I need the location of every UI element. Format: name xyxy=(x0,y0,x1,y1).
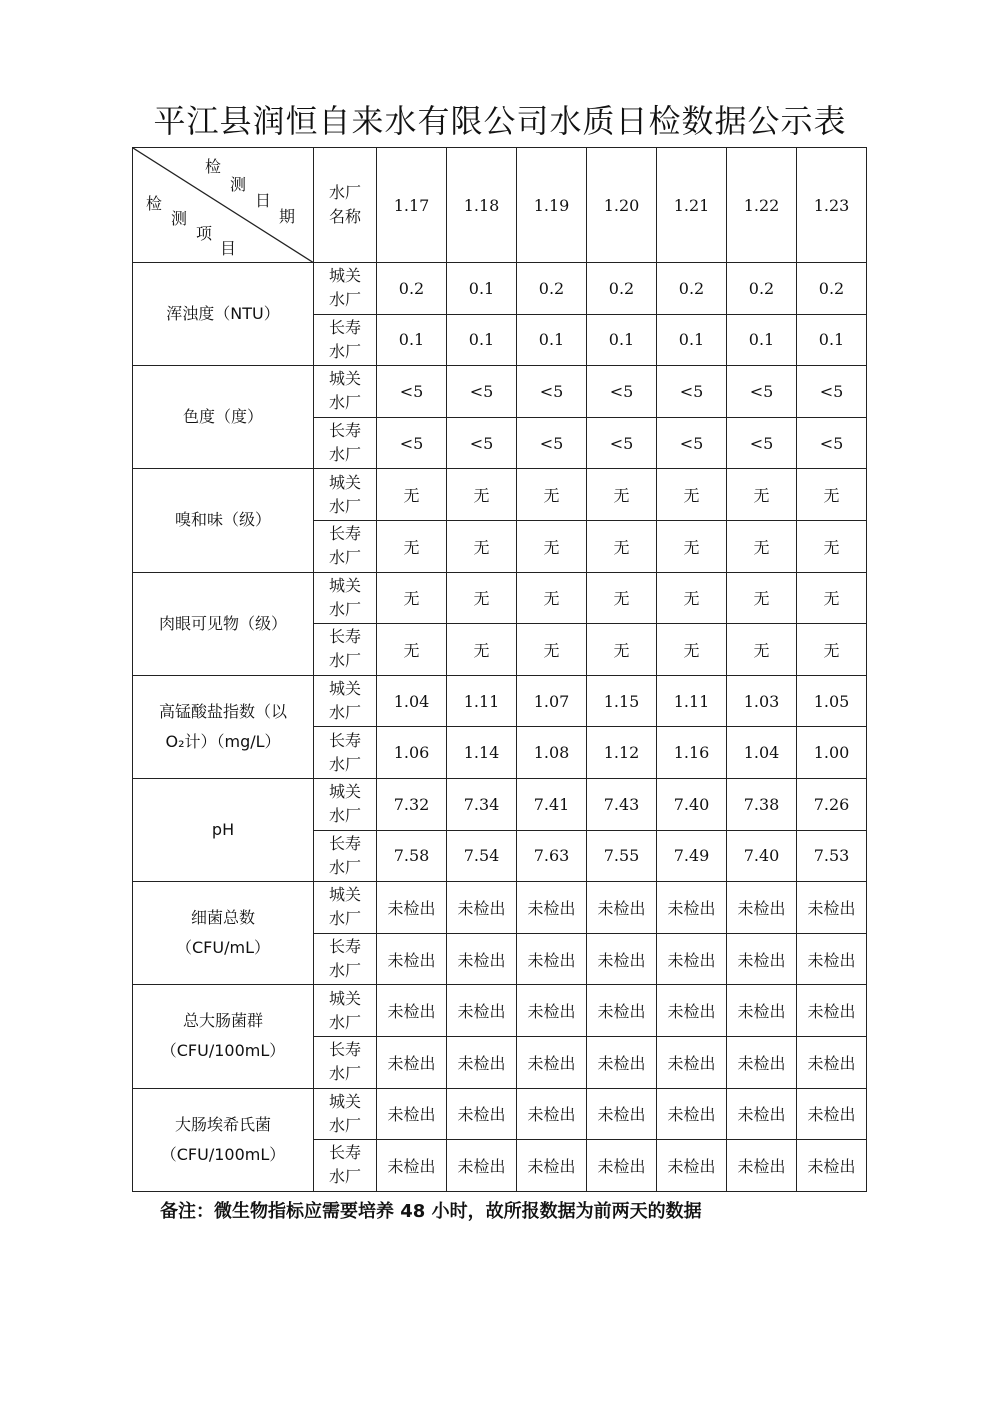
plant-name-cell xyxy=(314,882,377,934)
value-cell: 无 xyxy=(447,624,517,676)
value-cell: 未检出 xyxy=(797,1140,867,1192)
value-cell: <5 xyxy=(797,366,867,418)
value-cell: <5 xyxy=(727,417,797,469)
value-cell: 无 xyxy=(587,520,657,572)
value-cell: 无 xyxy=(727,572,797,624)
value-cell: 未检出 xyxy=(377,1036,447,1088)
value-cell: <5 xyxy=(377,417,447,469)
plant-name-cell xyxy=(314,520,377,572)
value-cell: 0.1 xyxy=(377,314,447,366)
value-cell: 未检出 xyxy=(797,933,867,985)
value-cell: 7.40 xyxy=(657,778,727,830)
test-item-label: O₂计）（mg/L） xyxy=(165,731,281,751)
value-cell: 未检出 xyxy=(447,1036,517,1088)
plant-name-line: 城关 xyxy=(328,369,361,389)
value-cell: 无 xyxy=(797,624,867,676)
diag-bottom-char: 项 xyxy=(196,224,213,243)
value-cell: 1.11 xyxy=(657,675,727,727)
value-cell: 1.12 xyxy=(587,727,657,779)
value-cell: 未检出 xyxy=(587,1088,657,1140)
plant-name-cell xyxy=(314,469,377,521)
test-item-cell xyxy=(133,366,314,469)
value-cell: 未检出 xyxy=(657,1088,727,1140)
plant-name-line: 长寿 xyxy=(328,730,361,750)
value-cell: <5 xyxy=(447,417,517,469)
diag-top-char: 检 xyxy=(205,157,222,176)
value-cell: 无 xyxy=(517,469,587,521)
plant-name-line: 长寿 xyxy=(328,524,361,544)
plant-name-line: 水厂 xyxy=(328,548,361,568)
value-cell: 1.07 xyxy=(517,675,587,727)
value-cell: 未检出 xyxy=(727,1088,797,1140)
value-cell: 未检出 xyxy=(587,1140,657,1192)
plant-name-cell xyxy=(314,985,377,1037)
value-cell: 未检出 xyxy=(657,985,727,1037)
table-row xyxy=(133,263,867,315)
plant-name-cell xyxy=(314,314,377,366)
value-cell: 7.53 xyxy=(797,830,867,882)
value-cell: 0.2 xyxy=(797,263,867,315)
plant-name-cell xyxy=(314,366,377,418)
plant-header-line: 名称 xyxy=(328,207,361,226)
value-cell: 无 xyxy=(517,572,587,624)
date-header: 1.20 xyxy=(587,148,657,263)
plant-name-cell xyxy=(314,1140,377,1192)
value-cell: 0.2 xyxy=(517,263,587,315)
date-header: 1.18 xyxy=(447,148,517,263)
value-cell: 无 xyxy=(727,624,797,676)
plant-name-line: 水厂 xyxy=(328,1115,361,1135)
value-cell: <5 xyxy=(587,366,657,418)
plant-name-line: 水厂 xyxy=(328,1167,361,1187)
value-cell: 未检出 xyxy=(657,933,727,985)
value-cell: 无 xyxy=(587,572,657,624)
value-cell: 无 xyxy=(657,624,727,676)
header-row xyxy=(133,148,867,263)
diag-top-char: 测 xyxy=(230,175,247,194)
plant-name-line: 城关 xyxy=(328,782,361,802)
value-cell: 无 xyxy=(377,624,447,676)
value-cell: 未检出 xyxy=(517,1140,587,1192)
value-cell: 0.2 xyxy=(657,263,727,315)
value-cell: 未检出 xyxy=(657,1140,727,1192)
value-cell: 无 xyxy=(517,624,587,676)
plant-name-line: 水厂 xyxy=(328,599,361,619)
water-quality-table xyxy=(132,147,867,1192)
test-item-cell xyxy=(133,675,314,778)
value-cell: 1.15 xyxy=(587,675,657,727)
test-item-label: （CFU/100mL） xyxy=(160,1144,286,1164)
test-item-cell xyxy=(133,572,314,675)
plant-name-line: 城关 xyxy=(328,885,361,905)
value-cell: 0.1 xyxy=(797,314,867,366)
table-row xyxy=(133,1088,867,1140)
value-cell: 0.1 xyxy=(447,263,517,315)
value-cell: 0.1 xyxy=(587,314,657,366)
value-cell: 1.04 xyxy=(727,727,797,779)
diag-top-char: 期 xyxy=(279,207,296,226)
value-cell: 未检出 xyxy=(447,882,517,934)
value-cell: 未检出 xyxy=(657,882,727,934)
plant-name-cell xyxy=(314,263,377,315)
plant-name-line: 水厂 xyxy=(328,754,361,774)
test-item-cell xyxy=(133,469,314,572)
footnote: 备注：微生物指标应需要培养 48 小时，故所报数据为前两天的数据 xyxy=(160,1201,702,1222)
plant-name-line: 水厂 xyxy=(328,857,361,877)
value-cell: 1.05 xyxy=(797,675,867,727)
value-cell: 0.1 xyxy=(517,314,587,366)
plant-name-line: 城关 xyxy=(328,988,361,1008)
test-item-label: pH xyxy=(211,820,235,840)
table-row xyxy=(133,778,867,830)
table-row xyxy=(133,675,867,727)
test-item-label: 色度（度） xyxy=(182,407,263,427)
value-cell: <5 xyxy=(797,417,867,469)
table-row xyxy=(133,366,867,418)
value-cell: 1.08 xyxy=(517,727,587,779)
value-cell: 未检出 xyxy=(447,1088,517,1140)
plant-name-cell xyxy=(314,675,377,727)
value-cell: 未检出 xyxy=(797,1036,867,1088)
value-cell: 未检出 xyxy=(377,1088,447,1140)
date-header: 1.17 xyxy=(377,148,447,263)
value-cell: 无 xyxy=(797,469,867,521)
value-cell: 7.55 xyxy=(587,830,657,882)
value-cell: 未检出 xyxy=(587,882,657,934)
value-cell: 未检出 xyxy=(727,985,797,1037)
plant-name-cell xyxy=(314,727,377,779)
test-item-label: 浑浊度（NTU） xyxy=(166,304,280,324)
plant-name-line: 长寿 xyxy=(328,627,361,647)
value-cell: 无 xyxy=(797,572,867,624)
value-cell: 无 xyxy=(587,469,657,521)
value-cell: 未检出 xyxy=(447,1140,517,1192)
value-cell: 未检出 xyxy=(517,985,587,1037)
value-cell: 0.1 xyxy=(447,314,517,366)
plant-name-line: 长寿 xyxy=(328,421,361,441)
value-cell: 1.00 xyxy=(797,727,867,779)
plant-name-line: 水厂 xyxy=(328,651,361,671)
value-cell: 7.38 xyxy=(727,778,797,830)
value-cell: 7.32 xyxy=(377,778,447,830)
value-cell: 0.1 xyxy=(657,314,727,366)
diag-bottom-char: 检 xyxy=(146,194,163,213)
value-cell: 1.11 xyxy=(447,675,517,727)
document-title: 平江县润恒自来水有限公司水质日检数据公示表 xyxy=(153,102,847,140)
plant-name-line: 城关 xyxy=(328,679,361,699)
date-header: 1.21 xyxy=(657,148,727,263)
table-row xyxy=(133,572,867,624)
plant-name-line: 水厂 xyxy=(328,393,361,413)
value-cell: 7.43 xyxy=(587,778,657,830)
plant-name-line: 长寿 xyxy=(328,1040,361,1060)
value-cell: 1.16 xyxy=(657,727,727,779)
value-cell: 7.41 xyxy=(517,778,587,830)
value-cell: 未检出 xyxy=(727,1036,797,1088)
value-cell: 7.40 xyxy=(727,830,797,882)
value-cell: 7.63 xyxy=(517,830,587,882)
value-cell: 无 xyxy=(517,520,587,572)
value-cell: 无 xyxy=(377,520,447,572)
value-cell: <5 xyxy=(377,366,447,418)
plant-name-line: 城关 xyxy=(328,1091,361,1111)
value-cell: 未检出 xyxy=(727,933,797,985)
test-item-label: 细菌总数 xyxy=(190,908,255,928)
value-cell: 无 xyxy=(377,469,447,521)
value-cell: <5 xyxy=(657,366,727,418)
diag-bottom-char: 测 xyxy=(171,209,188,228)
value-cell: <5 xyxy=(587,417,657,469)
diag-top-char: 日 xyxy=(255,191,272,210)
diagonal-header-cell xyxy=(133,148,314,263)
value-cell: 未检出 xyxy=(517,1088,587,1140)
value-cell: 未检出 xyxy=(587,1036,657,1088)
value-cell: 无 xyxy=(727,520,797,572)
value-cell: 未检出 xyxy=(587,933,657,985)
plant-name-line: 长寿 xyxy=(328,1143,361,1163)
plant-name-line: 长寿 xyxy=(328,937,361,957)
plant-name-header xyxy=(314,148,377,263)
plant-name-cell xyxy=(314,778,377,830)
value-cell: 无 xyxy=(587,624,657,676)
plant-name-cell xyxy=(314,830,377,882)
plant-name-line: 水厂 xyxy=(328,1012,361,1032)
value-cell: 未检出 xyxy=(587,985,657,1037)
value-cell: 未检出 xyxy=(517,933,587,985)
value-cell: 0.1 xyxy=(727,314,797,366)
value-cell: 7.26 xyxy=(797,778,867,830)
plant-name-line: 水厂 xyxy=(328,703,361,723)
plant-name-line: 水厂 xyxy=(328,496,361,516)
test-item-label: 肉眼可见物（级） xyxy=(158,613,287,633)
value-cell: 无 xyxy=(447,572,517,624)
plant-name-line: 城关 xyxy=(328,575,361,595)
test-item-cell xyxy=(133,778,314,881)
value-cell: 0.2 xyxy=(377,263,447,315)
plant-name-line: 长寿 xyxy=(328,833,361,853)
diag-bottom-char: 目 xyxy=(220,239,237,258)
test-item-label: 嗅和味（级） xyxy=(174,510,271,530)
plant-name-line: 水厂 xyxy=(328,1064,361,1084)
value-cell: 未检出 xyxy=(377,985,447,1037)
value-cell: 无 xyxy=(657,520,727,572)
plant-name-line: 水厂 xyxy=(328,806,361,826)
plant-name-line: 城关 xyxy=(328,472,361,492)
value-cell: 7.58 xyxy=(377,830,447,882)
value-cell: 无 xyxy=(657,572,727,624)
value-cell: 未检出 xyxy=(377,933,447,985)
test-item-label: 大肠埃希氏菌 xyxy=(174,1114,271,1134)
date-header: 1.19 xyxy=(517,148,587,263)
value-cell: 未检出 xyxy=(447,933,517,985)
value-cell: 无 xyxy=(727,469,797,521)
plant-name-cell xyxy=(314,572,377,624)
value-cell: 未检出 xyxy=(727,1140,797,1192)
value-cell: 1.06 xyxy=(377,727,447,779)
value-cell: <5 xyxy=(517,417,587,469)
date-header: 1.22 xyxy=(727,148,797,263)
value-cell: 未检出 xyxy=(797,1088,867,1140)
table-row xyxy=(133,882,867,934)
test-item-cell xyxy=(133,263,314,366)
value-cell: 7.49 xyxy=(657,830,727,882)
plant-name-line: 城关 xyxy=(328,266,361,286)
value-cell: 未检出 xyxy=(727,882,797,934)
test-item-cell xyxy=(133,882,314,985)
plant-name-line: 水厂 xyxy=(328,445,361,465)
value-cell: 未检出 xyxy=(447,985,517,1037)
value-cell: 1.04 xyxy=(377,675,447,727)
value-cell: <5 xyxy=(447,366,517,418)
plant-name-line: 长寿 xyxy=(328,317,361,337)
value-cell: 无 xyxy=(797,520,867,572)
value-cell: 1.03 xyxy=(727,675,797,727)
value-cell: 无 xyxy=(447,520,517,572)
value-cell: 未检出 xyxy=(517,1036,587,1088)
value-cell: 未检出 xyxy=(657,1036,727,1088)
test-item-label: （CFU/mL） xyxy=(176,938,270,958)
plant-name-line: 水厂 xyxy=(328,341,361,361)
value-cell: 未检出 xyxy=(377,1140,447,1192)
value-cell: 7.54 xyxy=(447,830,517,882)
plant-name-cell xyxy=(314,933,377,985)
plant-name-cell xyxy=(314,1088,377,1140)
value-cell: 未检出 xyxy=(377,882,447,934)
value-cell: 未检出 xyxy=(517,882,587,934)
table-row xyxy=(133,469,867,521)
plant-header-line: 水厂 xyxy=(328,183,361,202)
value-cell: 无 xyxy=(377,572,447,624)
value-cell: 未检出 xyxy=(797,882,867,934)
date-header: 1.23 xyxy=(797,148,867,263)
test-item-cell xyxy=(133,1088,314,1191)
plant-name-line: 水厂 xyxy=(328,909,361,929)
plant-name-line: 水厂 xyxy=(328,961,361,981)
value-cell: <5 xyxy=(517,366,587,418)
plant-name-cell xyxy=(314,417,377,469)
test-item-cell xyxy=(133,985,314,1088)
value-cell: 无 xyxy=(657,469,727,521)
plant-name-cell xyxy=(314,624,377,676)
value-cell: 无 xyxy=(447,469,517,521)
value-cell: 7.34 xyxy=(447,778,517,830)
test-item-label: 高锰酸盐指数（以 xyxy=(158,701,287,721)
value-cell: <5 xyxy=(727,366,797,418)
test-item-label: 总大肠菌群 xyxy=(182,1011,263,1031)
table-row xyxy=(133,985,867,1037)
value-cell: 0.2 xyxy=(727,263,797,315)
value-cell: <5 xyxy=(657,417,727,469)
value-cell: 1.14 xyxy=(447,727,517,779)
value-cell: 0.2 xyxy=(587,263,657,315)
value-cell: 未检出 xyxy=(797,985,867,1037)
plant-name-line: 水厂 xyxy=(328,290,361,310)
plant-name-cell xyxy=(314,1036,377,1088)
test-item-label: （CFU/100mL） xyxy=(160,1041,286,1061)
